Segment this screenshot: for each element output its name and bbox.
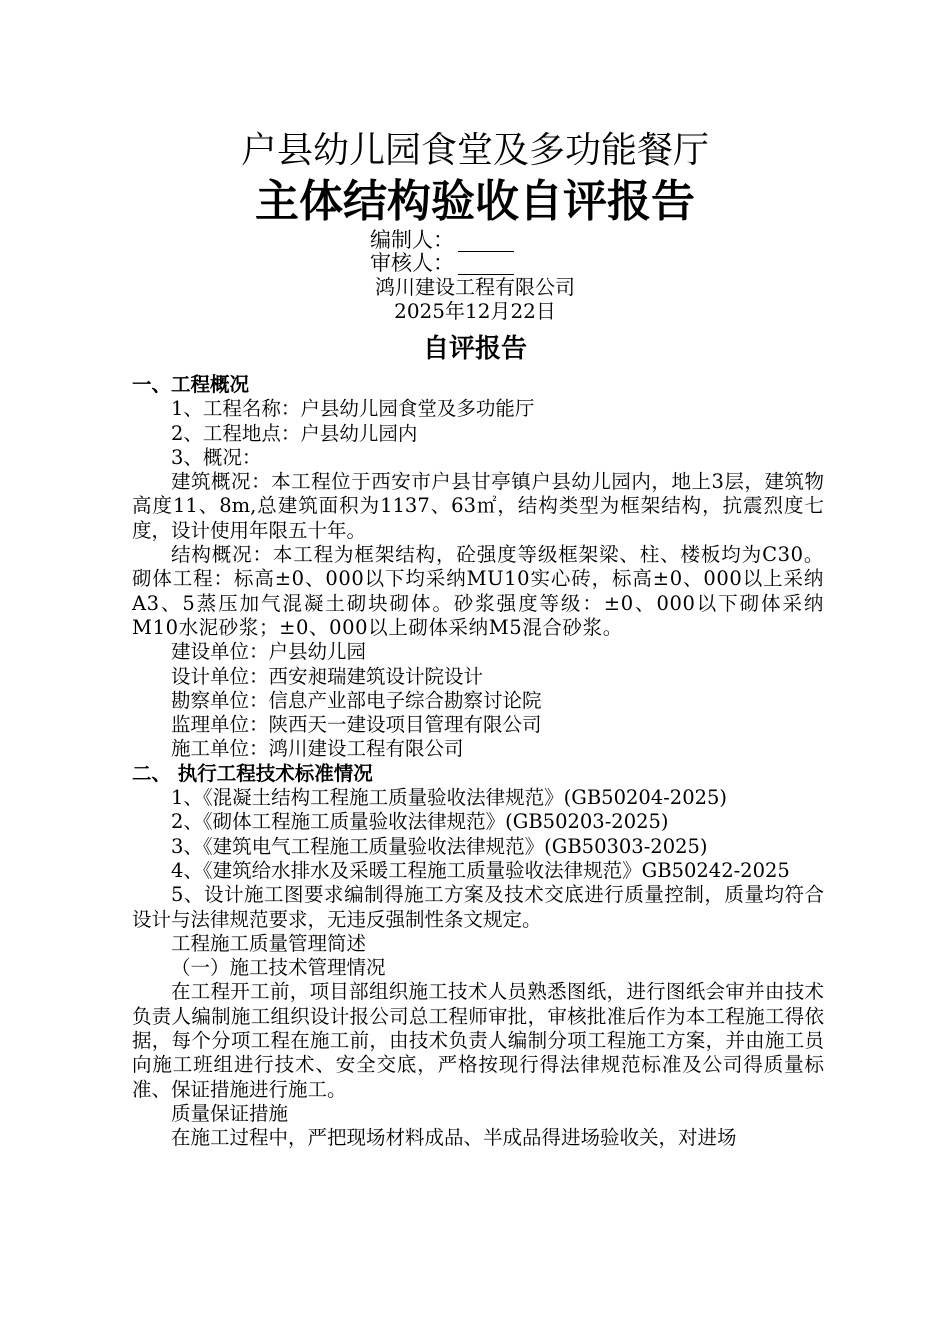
document-title-line2: 主体结构验收自评报告 bbox=[255, 176, 695, 227]
reviewer-signature bbox=[370, 251, 514, 275]
overview-label: 3、概况： bbox=[171, 445, 262, 469]
compiler-blank-line bbox=[458, 231, 514, 252]
standard-item-5: 5、设计施工图要求编制得施工方案及技术交底进行质量控制，质量均符合设计与法律规范要求，无违反强制性条文规定。 bbox=[132, 883, 824, 931]
section1-heading: 一、工程概况 bbox=[132, 373, 250, 396]
project-location: 2、工程地点：户县幼儿园内 bbox=[171, 421, 418, 445]
reviewer-blank-line bbox=[458, 254, 514, 275]
company-name: 鸿川建设工程有限公司 bbox=[375, 275, 575, 299]
standard-item: 2、《砌体工程施工质量验收法律规范》(GB50203-2025) bbox=[171, 810, 669, 834]
unit-supervisor: 监理单位：陕西天一建设项目管理有限公司 bbox=[171, 713, 542, 737]
standard-item: 1、《混凝土结构工程施工质量验收法律规范》(GB50204-2025) bbox=[171, 786, 728, 810]
reviewer-label: 审核人： bbox=[370, 251, 454, 275]
standard-item: 4、《建筑给水排水及采暖工程施工质量验收法律规范》GB50242-2025 bbox=[171, 858, 790, 882]
unit-designer: 设计单位：西安昶瑞建筑设计院设计 bbox=[171, 664, 484, 688]
standard-item: 3、《建筑电气工程施工质量验收法律规范》(GB50303-2025) bbox=[171, 834, 708, 858]
compiler-signature bbox=[370, 228, 514, 252]
unit-surveyor: 勘察单位：信息产业部电子综合勘察讨论院 bbox=[171, 688, 542, 712]
quality-assurance-paragraph: 在施工过程中，严把现场材料成品、半成品得进场验收关，对进场 bbox=[171, 1126, 737, 1150]
structure-overview: 结构概况：本工程为框架结构，砼强度等级框架梁、柱、楼板均为C30。砌体工程：标高±0、000以下均采纳MU10实心砖，标高±0、000以上采纳A3、5蒸压加气混凝土砌块砌体。砂浆强度等级：±0、000以下砌体采纳M10水泥砂浆；±0、000以上砌体采纳M5混合砂浆。 bbox=[132, 543, 824, 639]
unit-contractor: 施工单位：鸿川建设工程有限公司 bbox=[171, 737, 464, 761]
project-name: 1、工程名称：户县幼儿园食堂及多功能厅 bbox=[171, 397, 535, 421]
unit-construction-owner: 建设单位：户县幼儿园 bbox=[171, 640, 367, 664]
technical-management-paragraph: 在工程开工前，项目部组织施工技术人员熟悉图纸，进行图纸会审并由技术负责人编制施工组织设计报公司总工程师审批，审核批准后作为本工程施工得依据，每个分项工程在施工前，由技术负责人编制分项工程施工方案，并由施工员向施工班组进行技术、安全交底，严格按现行得法律规范标准及公司得质量标准、保证措施进行施工。 bbox=[132, 980, 824, 1101]
section3-sub2: 质量保证措施 bbox=[171, 1101, 289, 1125]
report-title: 自评报告 bbox=[422, 334, 527, 364]
building-overview: 建筑概况：本工程位于西安市户县甘亭镇户县幼儿园内，地上3层，建筑物高度11、8m,总建筑面积为1137、63㎡，结构类型为框架结构，抗震烈度七度，设计使用年限五十年。 bbox=[132, 470, 824, 542]
compiler-label: 编制人： bbox=[370, 228, 454, 252]
document-title-line1: 户县幼儿园食堂及多功能餐厅 bbox=[240, 130, 709, 171]
report-body bbox=[132, 373, 824, 1151]
report-date: 2025年12月22日 bbox=[394, 299, 556, 323]
section3-sub1: （一）施工技术管理情况 bbox=[171, 956, 386, 980]
section3-heading: 工程施工质量管理简述 bbox=[171, 931, 367, 955]
section2-heading: 二、 执行工程技术标准情况 bbox=[132, 761, 373, 785]
